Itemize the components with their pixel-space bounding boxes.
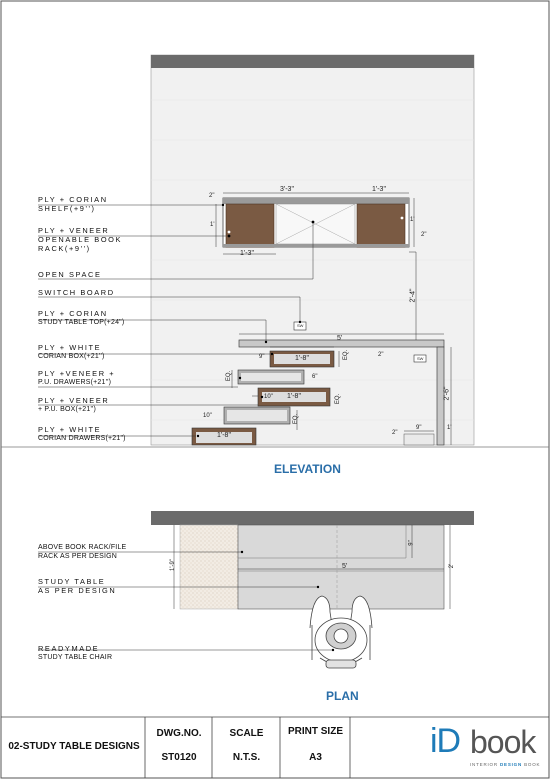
- dim-shelf-thk: 2": [209, 193, 215, 199]
- dim-top-thk: 2": [378, 352, 384, 358]
- plan-dim-rack-depth: 9": [408, 540, 415, 546]
- label-study-table: [38, 577, 116, 595]
- label-line: PLY + WHITE: [38, 343, 102, 352]
- label-line: SWITCH BOARD: [38, 288, 115, 297]
- switch-label: SW: [297, 323, 304, 328]
- dim-eq-1: EQ.: [343, 349, 350, 361]
- label-line: PLY + WHITE: [38, 425, 102, 434]
- label-open-space: [38, 270, 102, 279]
- dim-leg-w: 9": [416, 425, 422, 431]
- plan-wall: [151, 511, 474, 525]
- logo-tag-3: BOOK: [524, 762, 541, 767]
- side-unit: [404, 434, 434, 445]
- label-line: CORIAN BOX(+21''): [38, 353, 105, 360]
- plan-dim-table-width: 5': [342, 563, 348, 570]
- plan-side-unit: [180, 525, 238, 609]
- dim-box2-len: 1'-8": [287, 393, 301, 400]
- logo-tag-1: INTERIOR: [470, 762, 498, 767]
- dim-box2-w: 10": [264, 394, 273, 400]
- dim-shelf-side: 1'-3": [372, 186, 386, 193]
- label-line: P.U. DRAWERS(+21''): [38, 379, 112, 386]
- label-chair: [38, 644, 112, 662]
- scale-value: N.T.S.: [232, 752, 261, 763]
- label-above-rack: [38, 543, 126, 561]
- label-line: READYMADE: [38, 644, 100, 653]
- plan-title: PLAN: [326, 689, 359, 703]
- logo-tag-2: DESIGN: [499, 762, 523, 767]
- scale-label: SCALE: [229, 728, 264, 739]
- ceiling-band: [151, 55, 474, 68]
- plan-study-table: [238, 525, 444, 609]
- label-corian-drawers: [38, 425, 126, 443]
- label-line: PLY +VENEER +: [38, 369, 116, 378]
- elevation-title: ELEVATION: [274, 462, 341, 476]
- dim-box-width: 1'-8": [295, 355, 309, 362]
- label-switch-board: [38, 288, 115, 297]
- switch-label-2: SW: [417, 356, 424, 361]
- dwg-no-label: DWG.NO.: [156, 728, 202, 739]
- dim-table-width: 5': [337, 335, 343, 342]
- drawing-name: 02-STUDY TABLE DESIGNS: [8, 741, 140, 752]
- dim-table-h: 2'-6": [443, 386, 451, 401]
- rack-right-shutter: [357, 204, 405, 247]
- dim-right-h2: 2": [421, 232, 427, 238]
- label-line: STUDY TABLE TOP(+24"): [38, 319, 125, 326]
- rack-left-shutter: [226, 204, 274, 247]
- logo-tagline: [470, 762, 540, 767]
- label-line: RACK(+9''): [38, 244, 91, 253]
- dim-drawer-1: 6": [312, 374, 318, 380]
- dim-wall-gap: 2'-4": [409, 288, 417, 303]
- label-line: ABOVE BOOK RACK/FILE: [38, 544, 127, 551]
- label-line: STUDY TABLE: [38, 577, 106, 586]
- label-corian-shelf: [38, 195, 108, 213]
- label-line: OPEN SPACE: [38, 270, 102, 279]
- label-line: RACK AS PER DESIGN: [38, 553, 118, 560]
- dim-small: 2": [392, 430, 398, 436]
- dwg-no-value: ST0120: [161, 752, 197, 763]
- label-line: SHELF(+9''): [38, 204, 96, 213]
- dim-leg-h: 1': [447, 425, 452, 431]
- dim-drawer2-len: 1'-8": [217, 432, 231, 439]
- label-line: STUDY TABLE CHAIR: [38, 654, 113, 661]
- logo-book: book: [470, 724, 536, 760]
- label-book-rack: [38, 226, 122, 253]
- label-line: PLY + CORIAN: [38, 309, 108, 318]
- label-line: PLY + CORIAN: [38, 195, 108, 204]
- plan-dim-depth-left: 1'-9": [169, 559, 176, 571]
- plan-dim-total-depth: 2': [449, 563, 456, 569]
- label-line: OPENABLE BOOK: [38, 235, 123, 244]
- label-pu-drawers: [38, 369, 115, 387]
- label-line: PLY + VENEER: [38, 396, 110, 405]
- label-corian-box: [38, 343, 105, 361]
- label-line: CORIAN DRAWERS(+21"): [38, 435, 126, 442]
- print-size-label: PRINT SIZE: [287, 726, 343, 737]
- wall-elevation: [151, 55, 474, 445]
- label-line: AS PER DESIGN: [38, 586, 117, 595]
- logo-id: iD: [430, 722, 461, 760]
- rack-top-shelf: [223, 198, 409, 204]
- dim-eq-3: EQ.: [335, 393, 342, 405]
- label-line: + P.U. BOX(+21''): [38, 406, 97, 413]
- print-size-value: A3: [309, 752, 322, 763]
- dim-rack-bottom: 1'-3": [240, 250, 254, 257]
- dim-box-h: 9": [259, 354, 265, 360]
- dim-right-h1: 1': [410, 217, 415, 223]
- dim-eq-2: EQ.: [226, 370, 233, 382]
- label-pu-box: [38, 396, 109, 414]
- dim-shelf-total: 3'-3": [280, 186, 294, 193]
- label-line: PLY + VENEER: [38, 226, 110, 235]
- dim-box3-w: 10": [203, 413, 212, 419]
- dim-eq-4: EQ.: [293, 413, 300, 425]
- dim-rack-height: 1': [210, 222, 215, 228]
- label-table-top: [38, 309, 124, 327]
- brand-logo: [430, 722, 548, 772]
